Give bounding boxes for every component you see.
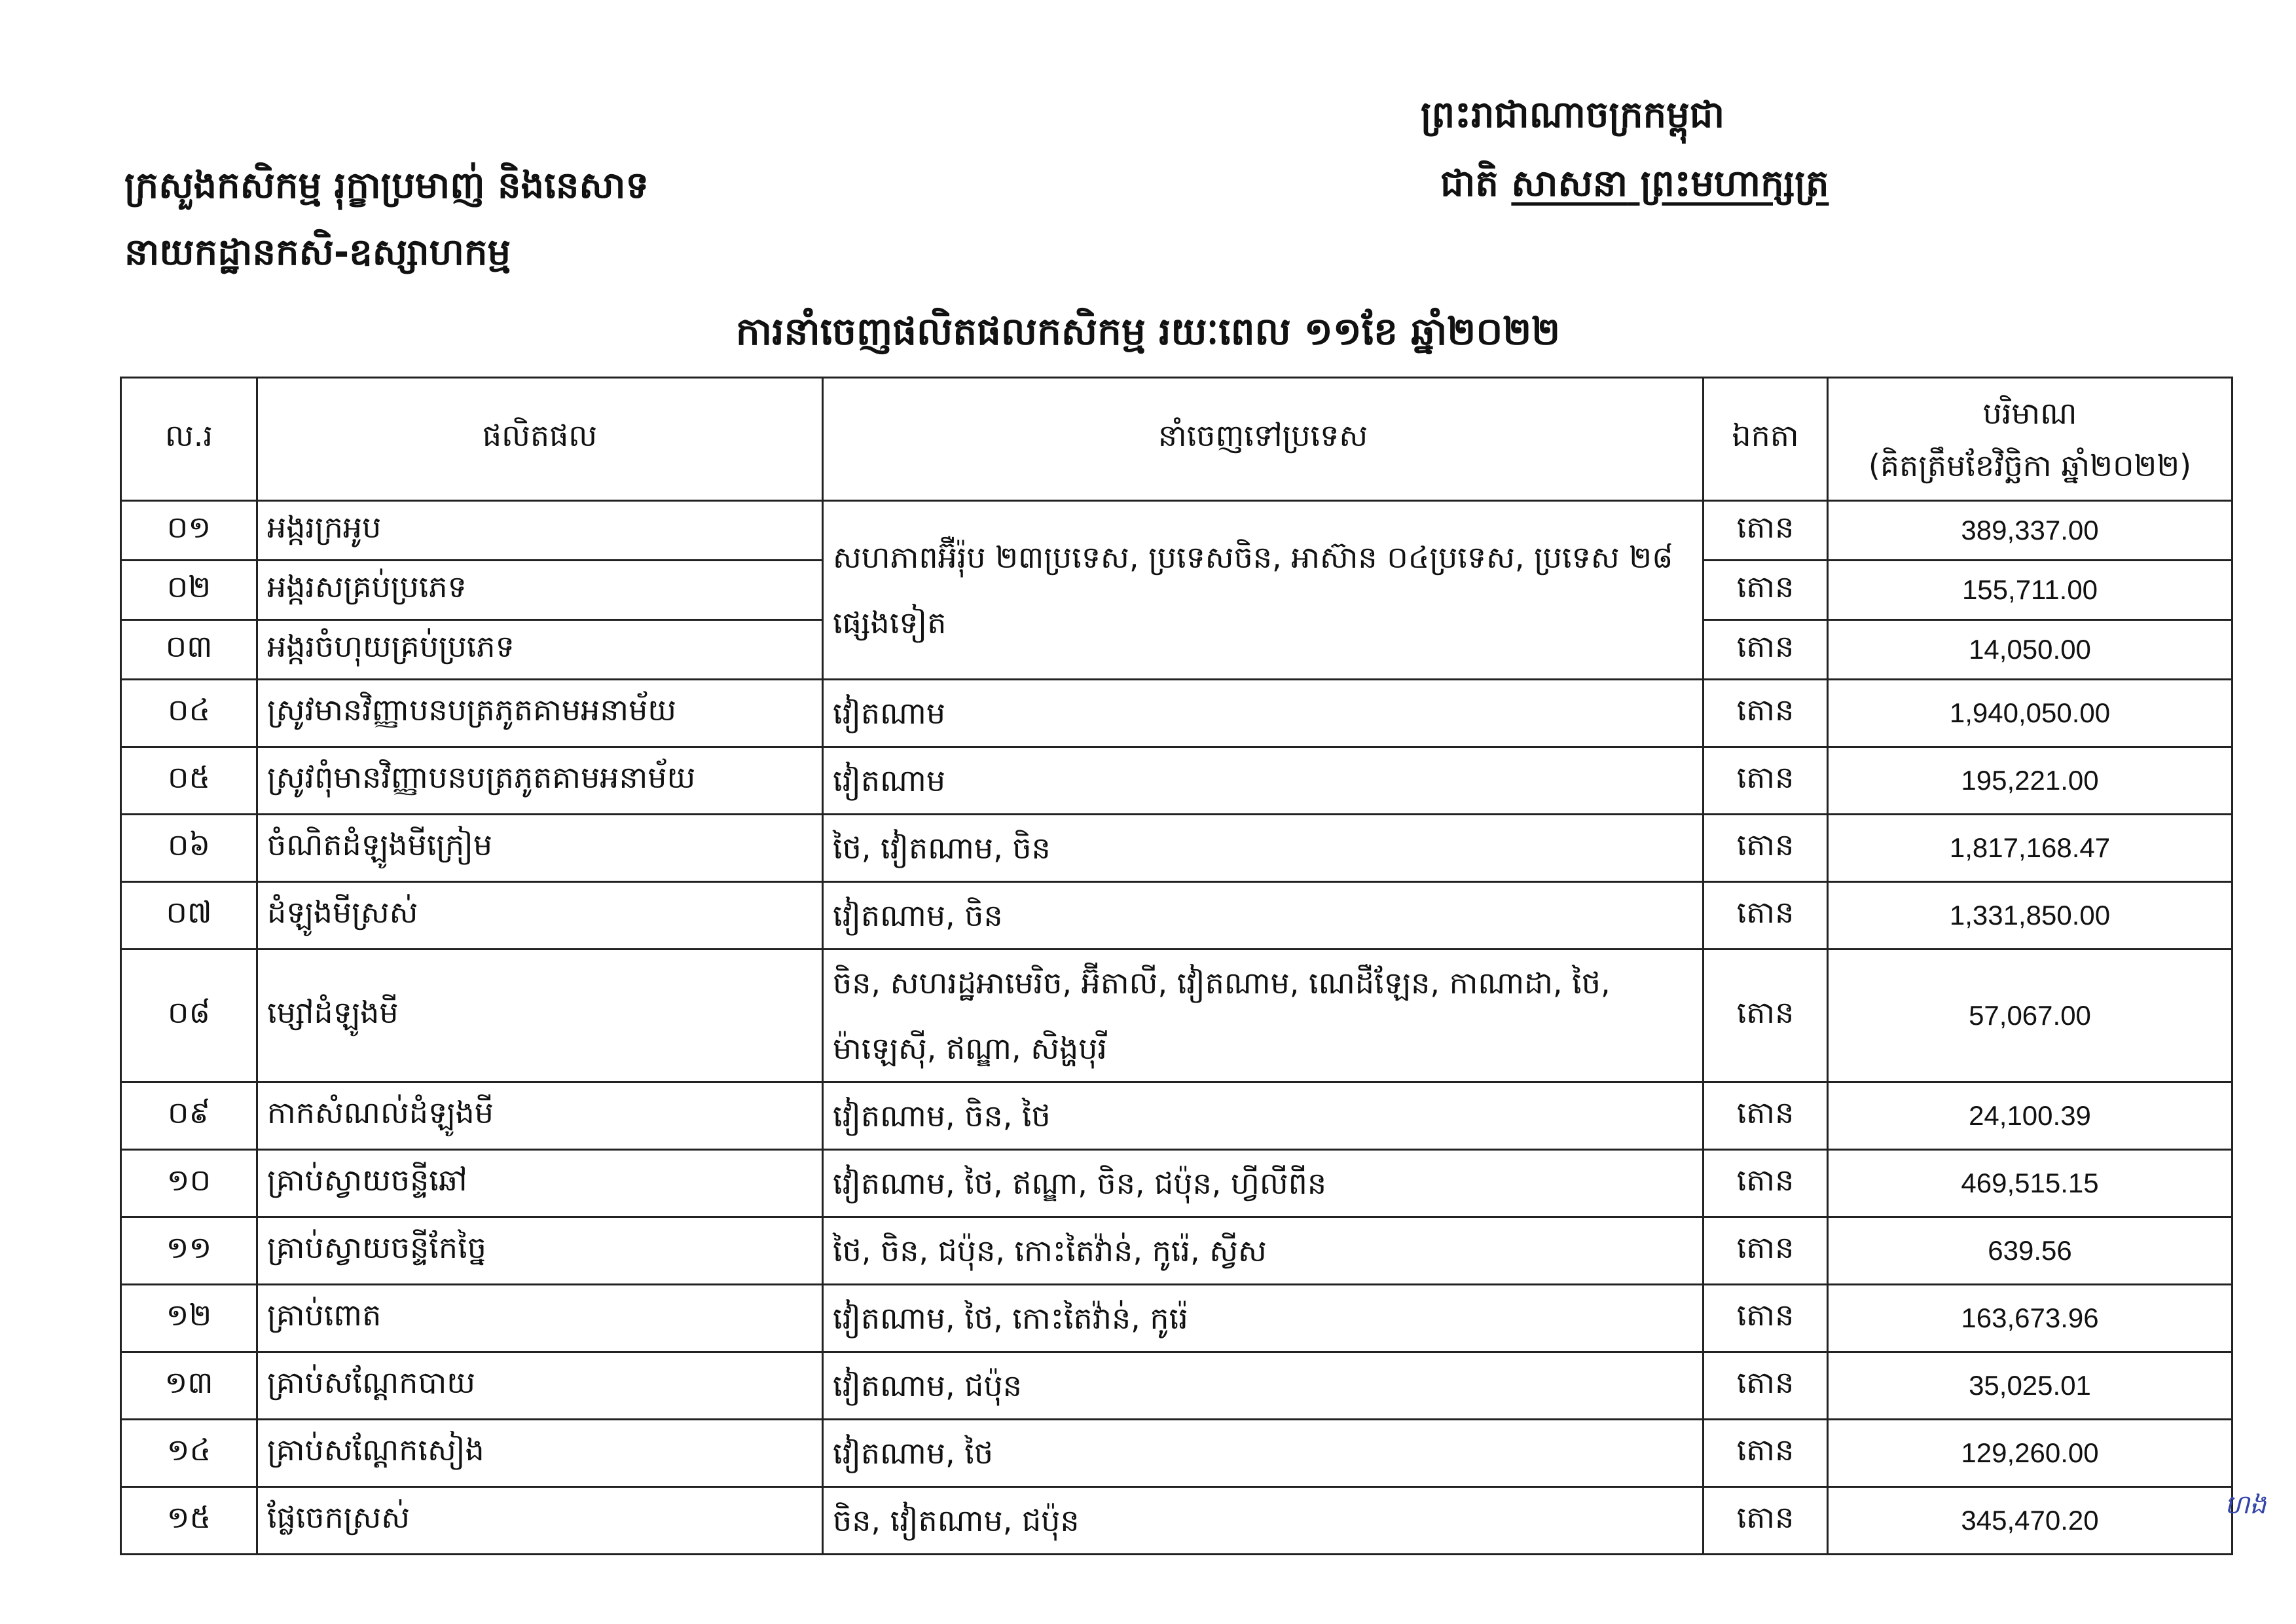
table-row [121,1217,2232,1285]
row-destination: វៀតណាម [823,747,1704,815]
row-product: ស្រូវពុំមានវិញ្ញាបនបត្រភូតគាមអនាម័យ [257,747,823,815]
motto-religion: សាសនា [1511,162,1628,205]
document-title: ការនាំចេញផលិតផលកសិកម្ម រយៈពេល ១១ខែ ឆ្នាំ២០២២ [735,309,1561,354]
row-quantity: 469,515.15 [1828,1150,2232,1217]
row-destination-rice-group: សហភាពអ៊ឺរ៉ុប ២៣ប្រទេស, ប្រទេសចិន, អាស៊ាន ០៤ប្រទេស, ប្រទេស ២៨ ផ្សេងទៀត [823,501,1704,680]
row-unit: តោន [1704,1487,1828,1555]
row-unit: តោន [1704,561,1828,620]
header-destination: នាំចេញទៅប្រទេស [823,378,1704,501]
table-row [121,747,2232,815]
row-destination: វៀតណាម, ជប៉ុន [823,1352,1704,1420]
row-unit: តោន [1704,950,1828,1082]
row-number: ១៤ [121,1420,257,1487]
row-product: អង្ករក្រអូប [257,501,823,561]
row-product: គ្រាប់ពោត [257,1285,823,1352]
table-row [121,1487,2232,1555]
row-unit: តោន [1704,815,1828,882]
header-quantity-note: (គិតត្រឹមខែវិច្ឆិកា ឆ្នាំ២០២២) [1868,447,2192,483]
department-name: នាយកដ្ឋានកសិ-ឧស្សាហកម្ម [124,231,511,274]
row-quantity: 1,817,168.47 [1828,815,2232,882]
row-product: ផ្លែចេកស្រស់ [257,1487,823,1555]
row-unit: តោន [1704,747,1828,815]
row-quantity: 195,221.00 [1828,747,2232,815]
kingdom-heading: ព្រះរាជាណាចក្រកម្ពុជា [1421,94,1725,136]
motto-heading [1440,160,1829,214]
row-unit: តោន [1704,620,1828,680]
row-number: ០៧ [121,882,257,950]
row-quantity: 1,940,050.00 [1828,680,2232,747]
row-unit: តោន [1704,882,1828,950]
row-quantity: 345,470.20 [1828,1487,2232,1555]
table-row [121,950,2232,1082]
row-product: ម្សៅដំឡូងមី [257,950,823,1082]
initials-mark: ហង [2225,1490,2267,1520]
table-row [121,1352,2232,1420]
row-quantity: 14,050.00 [1828,620,2232,680]
row-product: អង្ករសគ្រប់ប្រភេទ [257,561,823,620]
table-row [121,882,2232,950]
table-row [121,1420,2232,1487]
row-destination: វៀតណាម, ថៃ [823,1420,1704,1487]
row-destination: វៀតណាម [823,680,1704,747]
table-row [121,1150,2232,1217]
table-row [121,1082,2232,1150]
table-row [121,1285,2232,1352]
row-product: ចំណិតដំឡូងមីក្រៀម [257,815,823,882]
row-product: គ្រាប់ស្វាយចន្ទីឆៅ [257,1150,823,1217]
export-table [120,377,2233,1555]
motto-prefix: ជាតិ [1440,162,1512,205]
header-quantity [1828,378,2232,501]
row-number: ១០ [121,1150,257,1217]
row-quantity: 57,067.00 [1828,950,2232,1082]
row-number: ១៣ [121,1352,257,1420]
row-unit: តោន [1704,1285,1828,1352]
row-quantity: 35,025.01 [1828,1352,2232,1420]
row-product: កាកសំណល់ដំឡូងមី [257,1082,823,1150]
row-unit: តោន [1704,1352,1828,1420]
row-product: ដំឡូងមីស្រស់ [257,882,823,950]
row-unit: តោន [1704,1150,1828,1217]
header-unit: ឯកតា [1704,378,1828,501]
row-number: ០៦ [121,815,257,882]
row-quantity: 163,673.96 [1828,1285,2232,1352]
row-number: ១៥ [121,1487,257,1555]
row-number: ០៨ [121,950,257,1082]
row-product: ស្រូវមានវិញ្ញាបនបត្រភូតគាមអនាម័យ [257,680,823,747]
row-destination: វៀតណាម, ចិន, ថៃ [823,1082,1704,1150]
row-quantity: 639.56 [1828,1217,2232,1285]
row-number: ០៣ [121,620,257,680]
row-destination: វៀតណាម, ចិន [823,882,1704,950]
motto-king: ព្រះមហាក្សត្រ [1628,162,1829,205]
row-number: ០៩ [121,1082,257,1150]
row-product: អង្ករចំហុយគ្រប់ប្រភេទ [257,620,823,680]
row-unit: តោន [1704,1082,1828,1150]
ministry-name: ក្រសួងកសិកម្ម រុក្ខាប្រមាញ់ និងនេសាទ [124,164,649,207]
table-row [121,680,2232,747]
row-number: ១២ [121,1285,257,1352]
row-quantity: 1,331,850.00 [1828,882,2232,950]
row-unit: តោន [1704,680,1828,747]
row-unit: តោន [1704,1217,1828,1285]
row-number: ០៥ [121,747,257,815]
row-quantity: 389,337.00 [1828,501,2232,561]
row-quantity: 129,260.00 [1828,1420,2232,1487]
row-destination: ថៃ, ចិន, ជប៉ុន, កោះតៃវ៉ាន់, កូរ៉េ, ស្វីស [823,1217,1704,1285]
table-row [121,815,2232,882]
row-number: ០១ [121,501,257,561]
row-product: គ្រាប់ស្វាយចន្ទីកែច្នៃ [257,1217,823,1285]
table-header-row [121,378,2232,501]
header-quantity-label: បរិមាណ [1982,395,2077,431]
row-destination: ថៃ, វៀតណាម, ចិន [823,815,1704,882]
row-number: ០២ [121,561,257,620]
row-product: គ្រាប់សណ្ដែកបាយ [257,1352,823,1420]
row-product: គ្រាប់សណ្ដែកសៀង [257,1420,823,1487]
row-quantity: 24,100.39 [1828,1082,2232,1150]
header-no: ល.រ [121,378,257,501]
header-product: ផលិតផល [257,378,823,501]
row-destination: វៀតណាម, ថៃ, ឥណ្ឌា, ចិន, ជប៉ុន, ហ្វីលីពីន [823,1150,1704,1217]
row-destination: ចិន, វៀតណាម, ជប៉ុន [823,1487,1704,1555]
row-destination: ចិន, សហរដ្ឋអាមេរិច, អ៊ីតាលី, វៀតណាម, ណេដឺឡែន, កាណាដា, ថៃ, ម៉ាឡេស៊ី, ឥណ្ឌា, សិង្ហបុរី [823,950,1704,1082]
row-destination: វៀតណាម, ថៃ, កោះតៃវ៉ាន់, កូរ៉េ [823,1285,1704,1352]
row-number: ១១ [121,1217,257,1285]
row-unit: តោន [1704,501,1828,561]
row-unit: តោន [1704,1420,1828,1487]
row-number: ០៤ [121,680,257,747]
table-row [121,501,2232,561]
row-quantity: 155,711.00 [1828,561,2232,620]
